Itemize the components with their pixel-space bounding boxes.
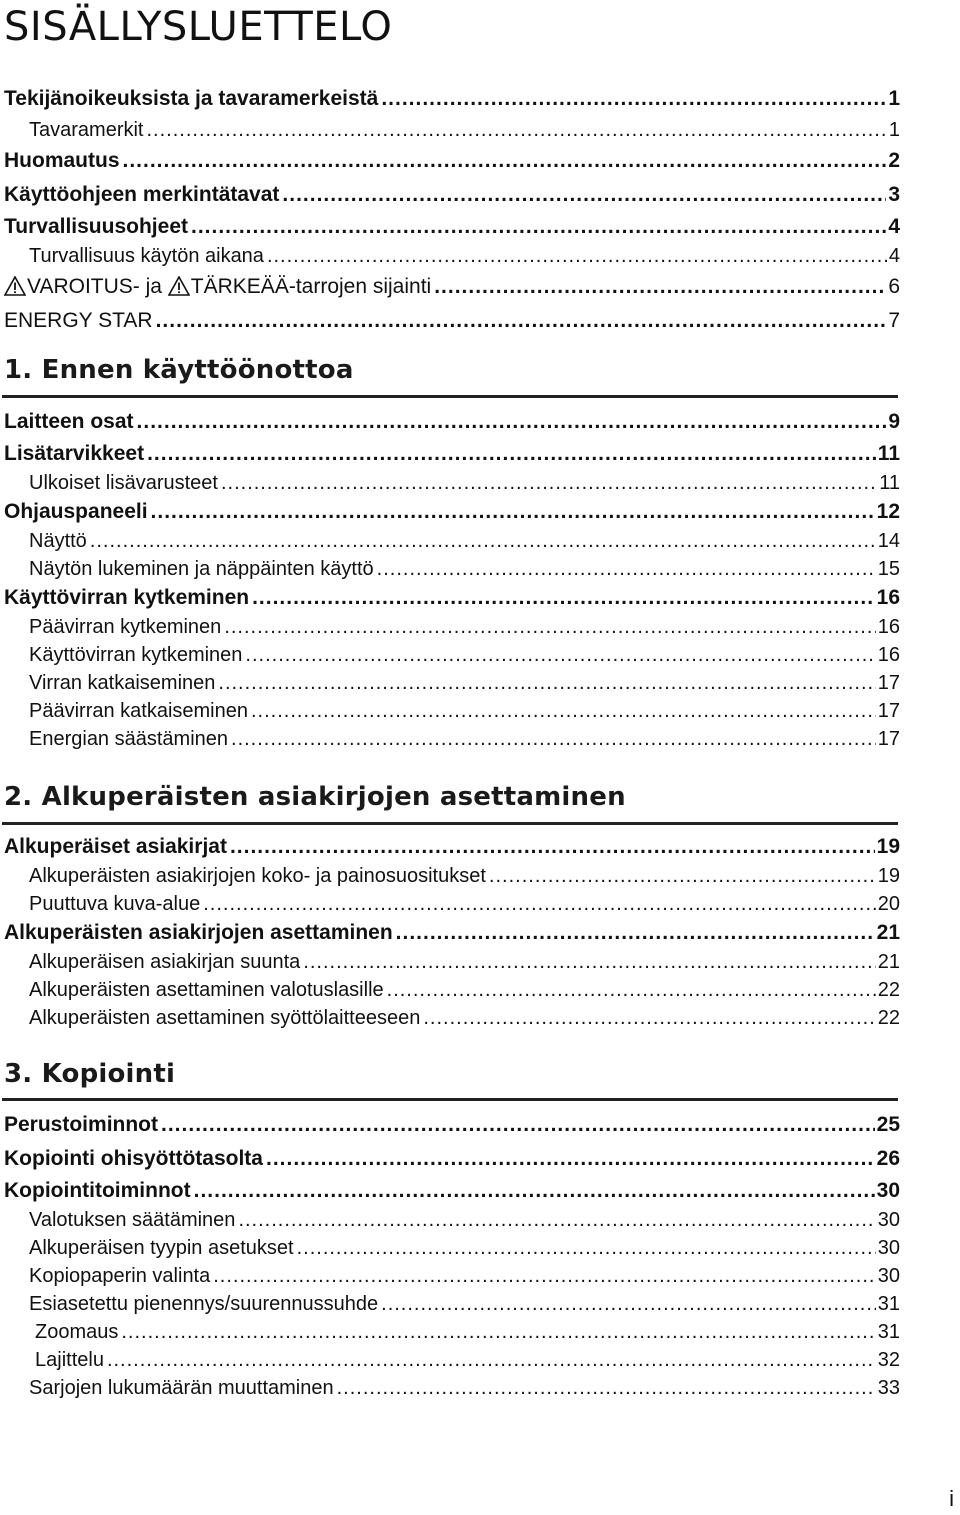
toc-entry[interactable]: Kopiointi ohisyöttötasolta ..... 26 — [0, 1142, 900, 1176]
toc-entry[interactable]: Lajittelu ..... 32 — [0, 1346, 900, 1374]
toc-chapter-2 — [0, 832, 900, 1032]
toc-entry[interactable]: Ohjauspaneeli ..... 12 — [0, 497, 900, 527]
toc-entry[interactable]: Alkuperäisten asiakirjojen asettaminen ..... 21 — [0, 918, 900, 948]
toc-entry[interactable]: Alkuperäiset asiakirjat ..... 19 — [0, 832, 900, 862]
toc-entry[interactable]: Energian säästäminen ..... 17 — [0, 725, 900, 753]
toc-entry[interactable]: Kopiopaperin valinta ..... 30 — [0, 1262, 900, 1290]
chapter-heading — [4, 1056, 904, 1092]
toc-entry[interactable]: Alkuperäisten asiakirjojen koko- ja painosuositukset ..... 19 — [0, 862, 900, 890]
toc-entry[interactable]: Huomautus ..... 2 — [0, 144, 900, 178]
toc-entry[interactable]: Virran katkaiseminen ..... 17 — [0, 669, 900, 697]
toc-front-matter — [0, 82, 900, 338]
chapter-heading — [4, 779, 904, 815]
toc-entry[interactable]: ENERGY STAR ..... 7 — [0, 304, 900, 338]
toc-entry[interactable]: Alkuperäisten asettaminen valotuslasille ..... 22 — [0, 976, 900, 1004]
toc-entry[interactable]: Näyttö ..... 14 — [0, 527, 900, 555]
toc-entry[interactable]: Laitteen osat ..... 9 — [0, 405, 900, 439]
toc-entry[interactable]: Tavaramerkit ..... 1 — [0, 116, 900, 144]
chapter-title: 1. Ennen käyttöönottoa — [4, 355, 354, 385]
toc-entry[interactable]: Käyttövirran kytkeminen ..... 16 — [0, 641, 900, 669]
page-number: i — [949, 1486, 954, 1511]
warning-triangle-icon — [4, 276, 26, 296]
toc-entry[interactable]: Valotuksen säätäminen ..... 30 — [0, 1206, 900, 1234]
toc-entry[interactable]: Turvallisuusohjeet ..... 4 — [0, 212, 900, 242]
chapter-heading — [4, 352, 904, 388]
warning-triangle-icon — [168, 276, 190, 296]
chapter-title: 2. Alkuperäisten asiakirjojen asettaminen — [4, 782, 626, 812]
toc-entry[interactable]: Päävirran kytkeminen ..... 16 — [0, 613, 900, 641]
toc-chapter-3 — [0, 1108, 900, 1402]
chapter-rule — [2, 822, 898, 825]
toc-entry-warning-labels[interactable]: VAROITUS- ja TÄRKEÄÄ-tarrojen sijainti ..... 6 — [0, 270, 900, 304]
toc-entry[interactable]: Tekijänoikeuksista ja tavaramerkeistä ..... 1 — [0, 82, 900, 116]
toc-entry[interactable]: Esiasetettu pienennys/suurennussuhde ..... 31 — [0, 1290, 900, 1318]
toc-entry[interactable]: Perustoiminnot ..... 25 — [0, 1108, 900, 1142]
toc-entry[interactable]: Turvallisuus käytön aikana ..... 4 — [0, 242, 900, 270]
toc-entry[interactable]: Käyttövirran kytkeminen ..... 16 — [0, 583, 900, 613]
toc-entry[interactable]: Sarjojen lukumäärän muuttaminen ..... 33 — [0, 1374, 900, 1402]
toc-entry[interactable]: Kopiointitoiminnot ..... 30 — [0, 1176, 900, 1206]
toc-entry[interactable]: Päävirran katkaiseminen ..... 17 — [0, 697, 900, 725]
chapter-title: 3. Kopiointi — [4, 1059, 176, 1089]
toc-entry[interactable]: Lisätarvikkeet ..... 11 — [0, 439, 900, 469]
toc-entry[interactable]: Alkuperäisten asettaminen syöttölaitteeseen ..... 22 — [0, 1004, 900, 1032]
toc-entry[interactable]: Näytön lukeminen ja näppäinten käyttö ..... 15 — [0, 555, 900, 583]
toc-entry[interactable]: Zoomaus ..... 31 — [0, 1318, 900, 1346]
toc-entry[interactable]: Alkuperäisen asiakirjan suunta ..... 21 — [0, 948, 900, 976]
toc-entry[interactable]: Käyttöohjeen merkintätavat ..... 3 — [0, 178, 900, 212]
toc-entry[interactable]: Ulkoiset lisävarusteet ..... 11 — [0, 469, 900, 497]
chapter-rule — [2, 1098, 898, 1101]
toc-entry[interactable]: Alkuperäisen tyypin asetukset ..... 30 — [0, 1234, 900, 1262]
toc-entry[interactable]: Puuttuva kuva-alue ..... 20 — [0, 890, 900, 918]
page-title: SISÄLLYSLUETTELO — [4, 4, 393, 50]
chapter-rule — [2, 395, 898, 398]
toc-chapter-1 — [0, 405, 900, 753]
